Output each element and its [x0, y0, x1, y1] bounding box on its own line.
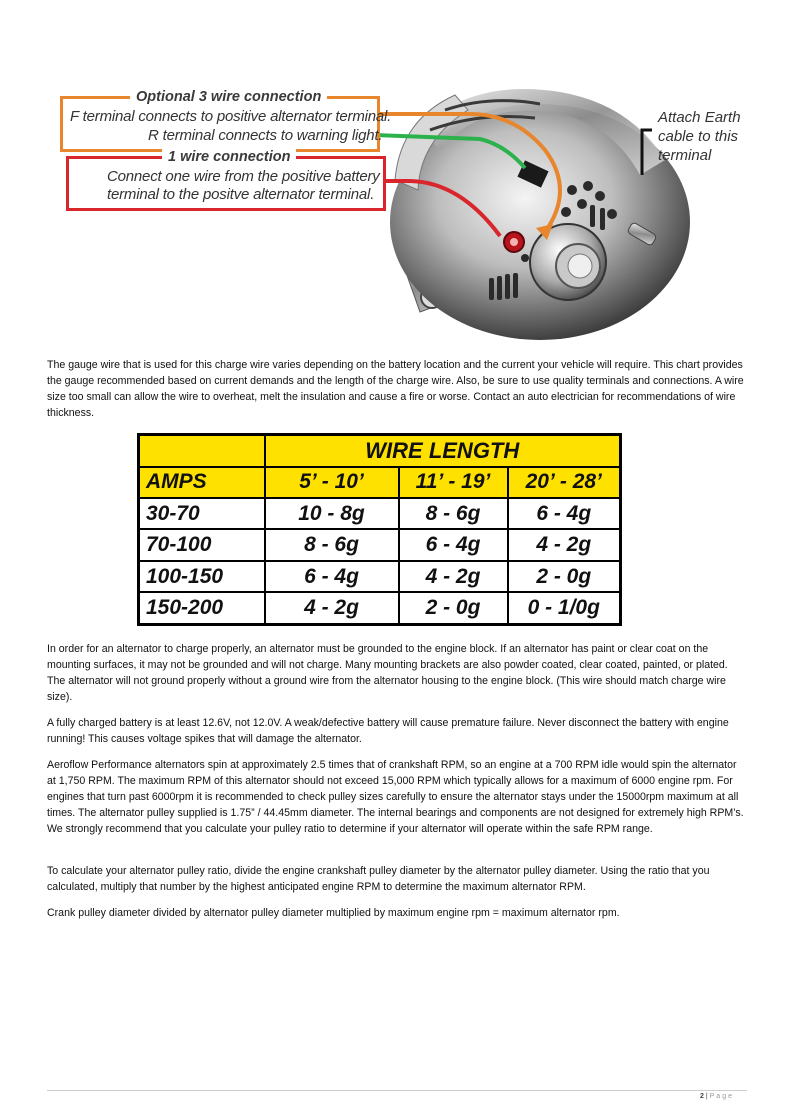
- table-corner-cell: [139, 435, 265, 467]
- gauge-cell: 6 - 4g: [265, 561, 399, 592]
- page-separator: |: [705, 1093, 708, 1100]
- table-row: [139, 561, 621, 592]
- amps-cell: 150-200: [139, 592, 265, 624]
- page-number-footer: [700, 1093, 734, 1100]
- gauge-cell: 2 - 0g: [508, 561, 621, 592]
- ground-paragraph: In order for an alternator to charge properly, an alternator must be grounded to the engine block. If an alternator has paint or clear coat on the mounting surfaces, it may not be grounded and will not charge. Many mounting brackets are also powder coated, clear coated, painted, or plated. The alternator will not ground properly without a ground wire from the alternator housing to the engine block. (This wire should match charge wire size).: [47, 643, 728, 703]
- table-row: [139, 498, 621, 529]
- one-wire-connection-line1: Connect one wire from the positive battery: [107, 168, 380, 185]
- gauge-cell: 4 - 2g: [508, 529, 621, 560]
- table-header-row: [139, 467, 621, 498]
- battery-paragraph: A fully charged battery is at least 12.6V, not 12.0V. A weak/defective battery will cause premature failure. Never disconnect the battery with engine running! This causes voltage spikes that will damage the alternator.: [47, 717, 729, 745]
- gauge-cell: 0 - 1/0g: [508, 592, 621, 624]
- earth-line2: cable to this: [658, 128, 739, 145]
- page-word: Page: [709, 1093, 734, 1100]
- table-title-row: [139, 435, 621, 467]
- wire-gauge-table: [137, 433, 622, 626]
- alternator-diagram: [0, 0, 788, 345]
- gauge-cell: 6 - 4g: [508, 498, 621, 529]
- gauge-cell: 8 - 6g: [399, 498, 508, 529]
- optional-connection-line1: F terminal connects to positive alternator terminal.: [70, 108, 392, 125]
- amps-cell: 100-150: [139, 561, 265, 592]
- gauge-paragraph: The gauge wire that is used for this charge wire varies depending on the battery location and the current your vehicle will require. This chart provides the gauge recommended based on current demands and the length of the charge wire. Also, be sure to use quality terminals and connections. A wire size too small can allow the wire to overheat, melt the insulation and cause a fire or worse. Contact an auto electrician for recommendations of wire thickness.: [47, 359, 744, 419]
- rpm-paragraph: Aeroflow Performance alternators spin at approximately 2.5 times that of crankshaft RPM, so an engine at a 700 RPM idle would spin the alternator at 1,750 RPM. The maximum RPM of this alternator should not exceed 15,000 RPM which typically allows for a maximum of 6000 engine rpm. For engines that turn past 6000rpm it is recommended to check pulley sizes carefully to ensure the alternator stays under the 15000rpm maximum at all times. The alternator pulley supplied is 1.75” / 44.45mm diameter. The internal bearings and components are not designed for extremely high RPM’s. We strongly recommend that you calculate your pulley ratio to determine if your alternator will operate within the safe RPM range.: [47, 759, 744, 835]
- alternator-body: [390, 89, 690, 340]
- length-header: 11’ - 19’: [399, 467, 508, 498]
- page-number: 2: [700, 1093, 704, 1100]
- optional-connection-line2: R terminal connects to warning light.: [148, 127, 383, 144]
- table-row: [139, 529, 621, 560]
- wire-length-title: WIRE LENGTH: [265, 435, 621, 467]
- gauge-cell: 4 - 2g: [399, 561, 508, 592]
- amps-header: AMPS: [139, 467, 265, 498]
- gauge-cell: 2 - 0g: [399, 592, 508, 624]
- one-wire-connection-title: 1 wire connection: [162, 149, 296, 165]
- length-header: 5’ - 10’: [265, 467, 399, 498]
- earth-callout: [658, 108, 741, 165]
- formula-paragraph: Crank pulley diameter divided by alternator pulley diameter multiplied by maximum engine rpm = maximum alternator rpm.: [47, 907, 620, 919]
- amps-cell: 30-70: [139, 498, 265, 529]
- gauge-cell: 6 - 4g: [399, 529, 508, 560]
- length-header: 20’ - 28’: [508, 467, 621, 498]
- earth-line3: terminal: [658, 147, 712, 164]
- footer-divider: [47, 1090, 747, 1091]
- gauge-cell: 4 - 2g: [265, 592, 399, 624]
- ratio-paragraph: To calculate your alternator pulley ratio, divide the engine crankshaft pulley diameter by the alternator pulley diameter. Using the ratio that you calculated, multiply that number by the highest anticipated engine RPM to determine the maximum alternator RPM.: [47, 865, 710, 893]
- table-row: [139, 592, 621, 624]
- one-wire-connection-line2: terminal to the positve alternator terminal.: [107, 186, 375, 203]
- gauge-cell: 8 - 6g: [265, 529, 399, 560]
- earth-line1: Attach Earth: [658, 109, 741, 126]
- amps-cell: 70-100: [139, 529, 265, 560]
- optional-connection-title: Optional 3 wire connection: [130, 89, 327, 105]
- gauge-cell: 10 - 8g: [265, 498, 399, 529]
